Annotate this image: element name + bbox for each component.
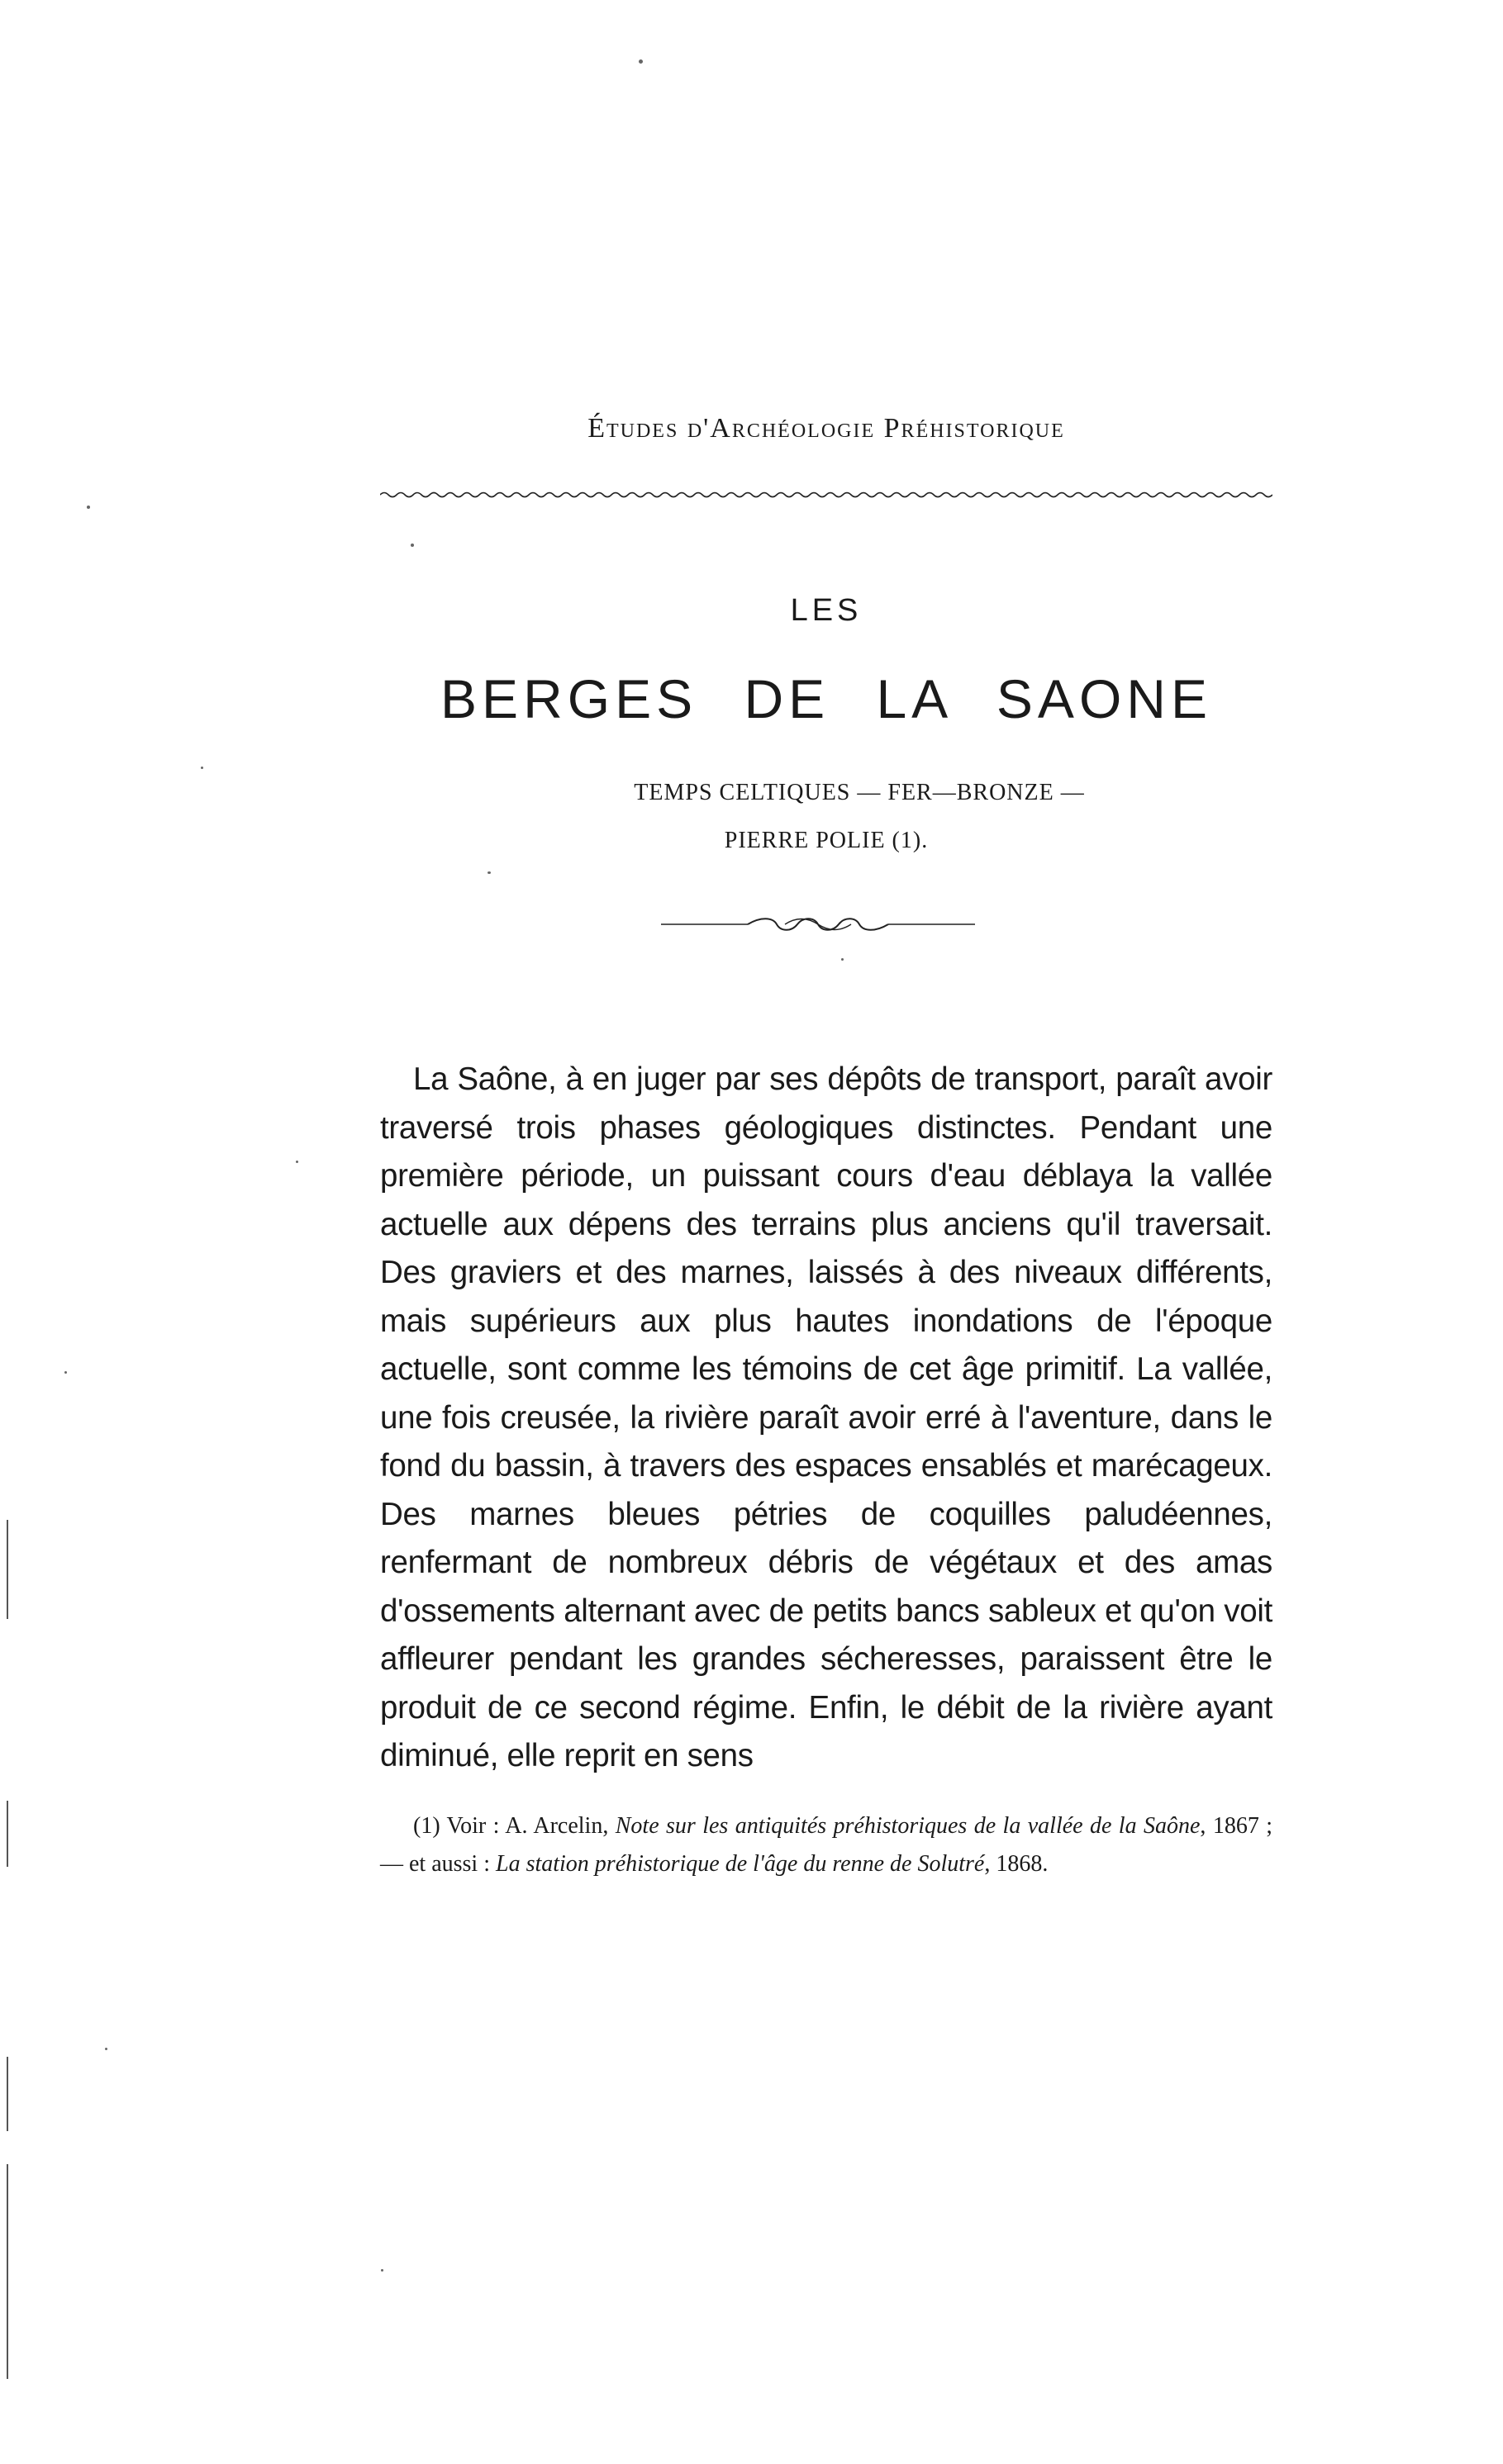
speck: [411, 544, 414, 547]
title-les: LES: [790, 593, 863, 628]
speck: [639, 59, 643, 64]
subtitle-line-1: TEMPS CELTIQUES — FER—BRONZE —: [634, 780, 1085, 805]
subtitle-line-2: PIERRE POLIE (1).: [724, 828, 929, 853]
speck: [381, 2269, 383, 2272]
speck: [296, 1161, 298, 1163]
main-title: BERGES DE LA SAONE: [440, 668, 1212, 729]
speck: [488, 871, 491, 874]
footnote: [380, 1807, 1272, 1883]
scan-edge-mark: [7, 1520, 8, 1619]
scan-edge-mark: [7, 1801, 8, 1867]
footnote-title-2: La station préhistorique de l'âge du renne de Solutré: [496, 1851, 985, 1877]
footnote-end: , 1868.: [984, 1851, 1049, 1877]
footnote-title-1: Note sur les antiquités préhistoriques de la vallée de la Saône: [615, 1813, 1201, 1839]
wavy-rule-divider: [380, 489, 1272, 501]
footnote-marker: (1) Voir : A. Arcelin,: [413, 1813, 616, 1839]
ornamental-divider: [661, 910, 975, 938]
body-text: [380, 1056, 1272, 1781]
scan-edge-mark: [7, 2057, 8, 2131]
body-paragraph: La Saône, à en juger par ses dépôts de transport, paraît avoir traversé trois phases géologiques distinctes. Pendant une première période, un puissant cours d'eau déblaya la vallée actuelle aux dépens des terrains plus anciens qu'il traversait. Des graviers et des marnes, laissés à des niveaux différents, mais supérieurs aux plus hautes inondations de l'époque actuelle, sont comme les témoins de cet âge primitif. La vallée, une fois creusée, la rivière paraît avoir erré à l'aventure, dans le fond du bassin, à travers des espaces ensablés et marécageux. Des marnes bleues pétries de coquilles paludéennes, renfermant de nombreux débris de végétaux et des amas d'ossements alternant avec de petits bancs sableux et qu'on voit affleurer pendant les grandes sécheresses, paraissent être le produit de ce second régime. Enfin, le débit de la rivière ayant diminué, elle reprit en sens: [380, 1061, 1272, 1773]
speck: [201, 767, 203, 769]
speck: [87, 506, 90, 509]
speck: [841, 958, 844, 961]
scan-edge-mark: [7, 2164, 8, 2379]
footnote-paragraph: [380, 1807, 1272, 1883]
footnote-mid: , 1867 ; — et aussi :: [380, 1813, 1273, 1877]
speck: [105, 2048, 107, 2050]
speck: [64, 1371, 67, 1374]
series-title: Études d'Archéologie Préhistorique: [587, 413, 1065, 444]
